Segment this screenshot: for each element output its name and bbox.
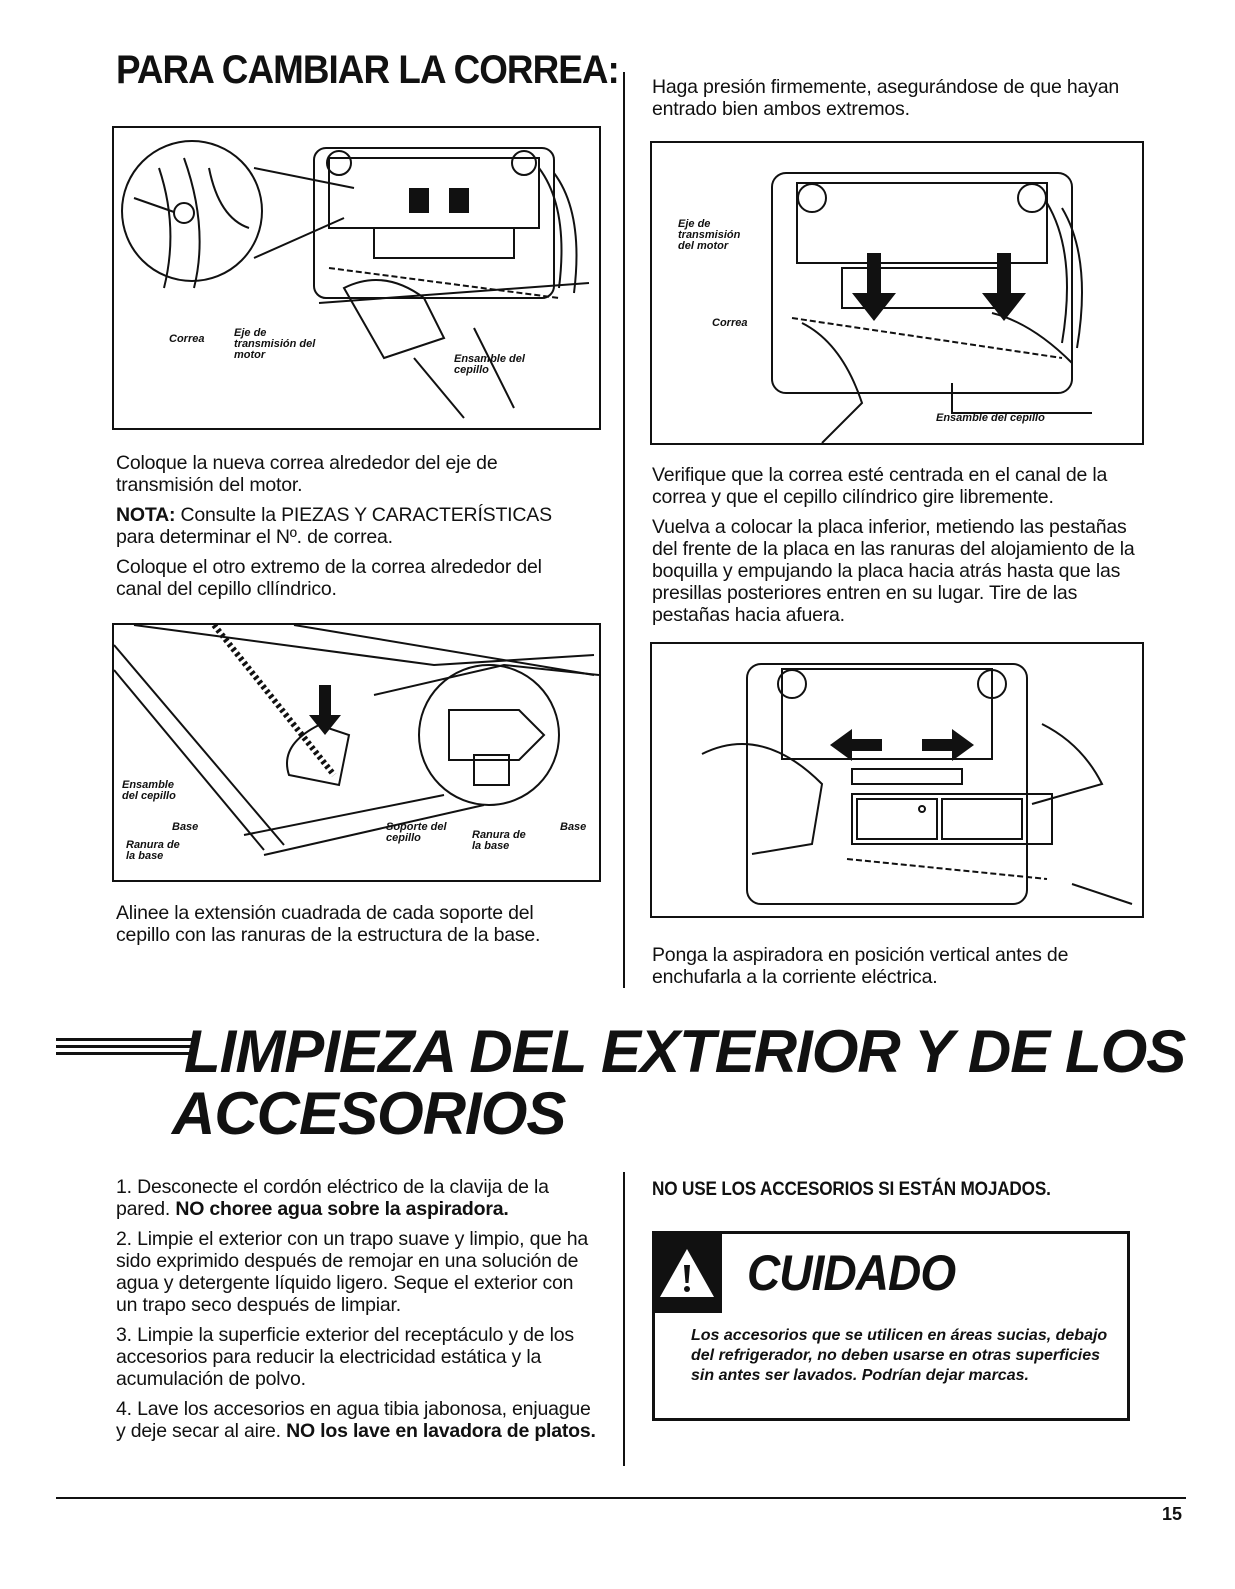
figure-3-illustration [652,143,1142,443]
caution-title: CUIDADO [747,1245,956,1301]
note-text: Consulte la PIEZAS Y CARACTERÍSTICAS para determinar el Nº. de correa. [116,504,552,548]
footer-rule [56,1497,1186,1499]
label-correa: Correa [169,333,205,345]
label-eje-transmision: Eje de transmisión del motor [678,218,741,252]
label-soporte-cepillo: Soporte del cepillo [386,821,447,844]
step-3 [116,1324,596,1390]
page-number: 15 [1162,1504,1183,1524]
figure-brush-support-alignment [112,623,601,882]
paragraph: Ponga la aspiradora en posición vertical antes de enchufarla a la corriente eléctrica. [652,944,1069,988]
label-correa: Correa [712,317,748,329]
step-2 [116,1228,596,1316]
section-heading-limpieza-line2: ACCESORIOS [172,1080,566,1147]
caution-box [652,1231,1130,1421]
step-bold: NO los lave en lavadora de platos. [286,1420,596,1442]
label-base-left: Base [172,821,199,833]
label-ranura-left: Ranura de la base [126,839,180,862]
label-ensamble-cepillo: Ensamble del cepillo [936,412,1045,424]
section-heading-correa: PARA CAMBIAR LA CORREA: [116,48,619,92]
heading-rule-lines [56,1038,196,1058]
warning-line: NO USE LOS ACCESORIOS SI ESTÁN MOJADOS. [652,1178,1051,1200]
step-bold: NO choree agua sobre la aspiradora. [175,1198,509,1220]
label-ranura-right: Ranura de la base [472,829,526,852]
paragraph: Coloque la nueva correa alrededor del eje de transmisión del motor. [116,452,498,496]
step-text: 2. Limpie el exterior con un trapo suave y limpio, que ha sido exprimido después de remojar en una solución de agua y detergente líquido ligero. Seque el exterior con un trapo seco después de limpiar. [116,1228,589,1316]
paragraph: Coloque el otro extremo de la correa alrededor del canal del cepillo cllíndrico. [116,556,542,600]
step-text: 4. Lave los accesorios en agua tibia jabonosa, enjuague y deje secar al aire. [116,1398,591,1442]
step-1 [116,1176,596,1220]
caution-header-block [652,1231,722,1313]
figure-replace-bottom-plate [650,642,1144,918]
step-4 [116,1398,596,1442]
step-text: 1. Desconecte el cordón eléctrico de la clavija de la pared. [116,1176,549,1220]
warning-triangle-icon [652,1231,722,1313]
column-divider-bottom [623,1172,625,1466]
label-eje-transmision: Eje de transmisión del motor [234,327,316,361]
paragraph: Haga presión firmemente, asegurándose de que hayan entrado bien ambos extremos. [652,76,1119,120]
figure-4-illustration [652,644,1142,916]
caution-text: Los accesorios que se utilicen en áreas sucias, debajo del refrigerador, no deben usarse en otras superficies sin antes ser lavados. Podrían dejar marcas. [691,1327,1108,1384]
figure-belt-on-motor-shaft [112,126,601,430]
step-text: 3. Limpie la superficie exterior del receptáculo y de los accesorios para reducir la electricidad estática y la acumulación de polvo. [116,1324,574,1390]
note-paragraph [116,504,586,548]
paragraph: Vuelva a colocar la placa inferior, metiendo las pestañas del frente de la placa en las ranuras del alojamiento de la boquilla y empujando la placa hacia atrás hasta que las presillas posteriores entren en su lugar. Tire de las pestañas hacia afuera. [652,516,1135,626]
label-base-right: Base [560,821,587,833]
figure-press-belt-ends [650,141,1144,445]
paragraph: Alinee la extensión cuadrada de cada soporte del cepillo con las ranuras de la estructura de la base. [116,902,541,946]
paragraph: Verifique que la correa esté centrada en el canal de la correa y que el cepillo cilíndrico gire libremente. [652,464,1108,508]
column-divider-top [623,72,625,988]
figure-1-illustration [114,128,599,428]
label-ensamble-cepillo: Ensamble del cepillo [454,353,525,376]
section-heading-limpieza: LIMPIEZA DEL EXTERIOR Y DE LOS [184,1018,1186,1085]
label-ensamble-cepillo: Ensamble del cepillo [122,779,176,802]
note-label: NOTA: [116,504,176,526]
